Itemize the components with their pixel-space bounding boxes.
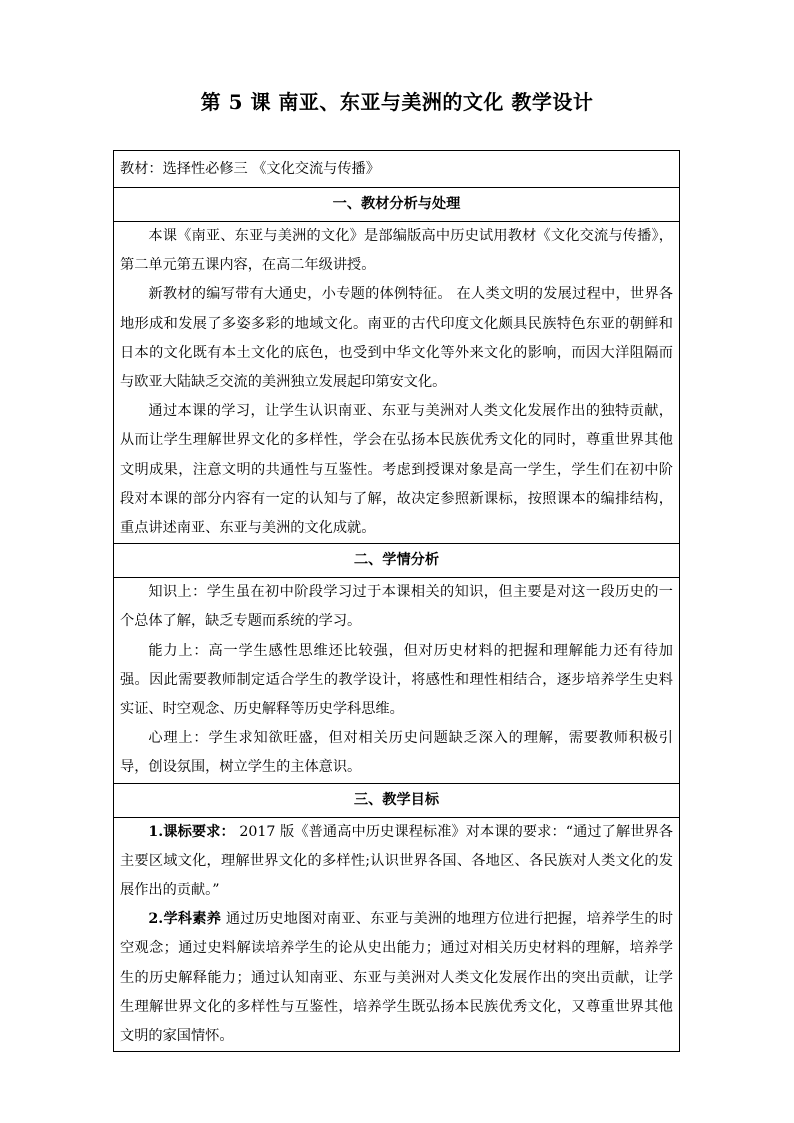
textbook-info: 教材：选择性必修三 《文化交流与传播》 (114, 151, 680, 188)
section-body-row (114, 817, 680, 1052)
goal-text: 2017 版《普通高中历史课程标准》对本课的要求：“通过了解世界各主要区域文化，理解世界文化的多样性;认识世界各国、各地区、各民族对人类文化的发展作出的贡献。” (120, 823, 673, 899)
goal-label: 1.课标要求： (148, 823, 235, 840)
page-title: 第 5 课 南亚、东亚与美洲的文化 教学设计 (200, 90, 594, 114)
paragraph: 能力上：高一学生感性思维还比较强，但对历史材料的把握和理解能力还有待加强。因此需要教师制定适合学生的教学设计，将感性和理性相结合，逐步培养学生史料实证、时空观念、历史解释等历史学科思维。 (120, 642, 673, 718)
paragraph: 知识上：学生虽在初中阶段学习过于本课相关的知识，但主要是对这一段历史的一个总体了解，缺乏专题而系统的学习。 (120, 584, 673, 630)
lesson-plan-table (113, 150, 680, 1052)
section-body-row (114, 578, 680, 783)
section-heading-goals: 三、教学目标 (114, 783, 680, 817)
section-header-row (114, 188, 680, 222)
goal-item (120, 905, 673, 1051)
goal-label: 2.学科素养 (148, 911, 222, 928)
paragraph: 通过本课的学习，让学生认识南亚、东亚与美洲对人类文化发展作出的独特贡献，从而让学生理解世界文化的多样性，学会在弘扬本民族优秀文化的同时，尊重世界其他文明成果，注意文明的共通性与互鉴性。考虑到授课对象是高一学生，学生们在初中阶段对本课的部分内容有一定的认知与了解，故决定参照新课标，按照课本的编排结构，重点讲述南亚、东亚与美洲的文化成就。 (120, 403, 673, 537)
section-body-students (114, 578, 680, 783)
section-heading-students: 二、学情分析 (114, 544, 680, 578)
section-body-row (114, 222, 680, 544)
section-heading-analysis: 一、教材分析与处理 (114, 188, 680, 222)
section-header-row (114, 783, 680, 817)
meta-row (114, 151, 680, 188)
goal-text: 通过历史地图对南亚、东亚与美洲的地理方位进行把握，培养学生的时空观念；通过史料解读培养学生的论从史出能力；通过对相关历史材料的理解，培养学生的历史解释能力；通过认知南亚、东亚与美洲对人类文化发展作出的突出贡献，让学生理解世界文化的多样性与互鉴性，培养学生既弘扬本民族优秀文化，又尊重世界其他文明的家国情怀。 (120, 911, 674, 1045)
goal-item (120, 818, 673, 906)
paragraph: 心理上：学生求知欲旺盛，但对相关历史问题缺乏深入的理解，需要教师积极引导，创设氛围，树立学生的主体意识。 (120, 730, 673, 776)
section-header-row (114, 544, 680, 578)
section-body-goals (114, 817, 680, 1052)
paragraph: 本课《南亚、东亚与美洲的文化》是部编版高中历史试用教材《文化交流与传播》，第二单元第五课内容，在高二年级讲授。 (120, 228, 673, 274)
section-body-analysis (114, 222, 680, 544)
paragraph: 新教材的编写带有大通史，小专题的体例特征。 在人类文明的发展过程中，世界各地形成和发展了多姿多彩的地域文化。南亚的古代印度文化颇具民族特色东亚的朝鲜和日本的文化既有本土文化的底色，也受到中华文化等外来文化的影响，而因大洋阻隔而与欧亚大陆缺乏交流的美洲独立发展起印第安文化。 (120, 286, 673, 391)
